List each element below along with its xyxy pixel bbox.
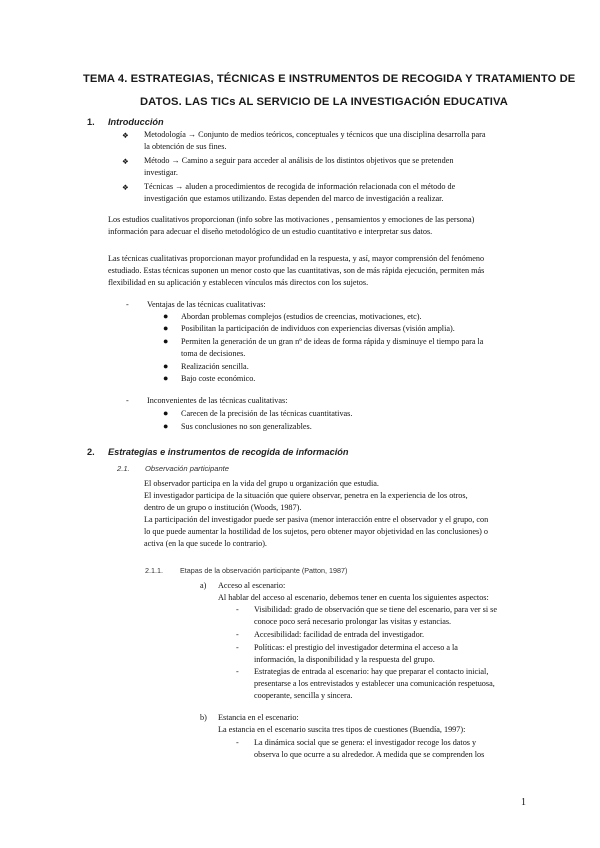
item-b-mark: b) <box>200 713 207 722</box>
dot-bullet-icon: ● <box>163 323 169 333</box>
a-item-estrategias-l3: cooperante, sencilla y sincera. <box>254 691 353 700</box>
dash-bullet: - <box>236 605 239 614</box>
bullet-metodologia-l1: Metodología → Conjunto de medios teóricos, conceptuales y técnicos que una disciplina desarrolla para <box>144 130 486 139</box>
obs-para-line5: lo que puede aumentar la hostilidad de los sujetos, pero obtener mayor objetividad en las conclusiones) o <box>144 527 489 536</box>
subsection-2-1-heading: Observación participante <box>145 464 229 473</box>
item-b-title: Estancia en el escenario: <box>218 713 299 722</box>
dash-bullet: - <box>236 738 239 747</box>
doc-title-line2: DATOS. LAS TICs AL SERVICIO DE LA INVESTIGACIÓN EDUCATIVA <box>140 96 508 108</box>
ventaja-2: Posibilitan la participación de individuos con experiencias diversas (visión amplia). <box>181 324 455 333</box>
section1-number: 1. <box>87 117 95 127</box>
dot-bullet-icon: ● <box>163 336 169 346</box>
dash-bullet: - <box>236 643 239 652</box>
a-item-politicas-l1: Políticas: el prestigio del investigador determina el acceso a la <box>254 643 458 652</box>
section1-heading: Introducción <box>108 117 164 127</box>
obs-para-line4: La participación del investigador puede ser pasiva (menor interacción entre el observador y el grupo, con <box>144 515 489 524</box>
bullet-tecnicas-l2: investigación que estamos utilizando. Estas dependen del marco de investigación a realizar. <box>144 194 444 203</box>
a-item-accesibilidad: Accesibilidad: facilidad de entrada del investigador. <box>254 630 425 639</box>
inconv-1: Carecen de la precisión de las técnicas cuantitativas. <box>181 409 353 418</box>
obs-para-line1: El observador participa en la vida del grupo u organización que estudia. <box>144 479 379 488</box>
dash-bullet: - <box>236 667 239 676</box>
dot-bullet-icon: ● <box>163 361 169 371</box>
a-item-politicas-l2: información, la disponibilidad y la respuesta del grupo. <box>254 655 435 664</box>
dot-bullet-icon: ● <box>163 408 169 418</box>
section2-heading: Estrategias e instrumentos de recogida de información <box>108 447 349 457</box>
a-item-visibilidad-l2: conoce poco será necesario prolongar las visitas y estancias. <box>254 617 452 626</box>
inconv-title: Inconvenientes de las técnicas cualitativas: <box>147 396 288 405</box>
obs-para-line2: El investigador participa de la situación que quiere observar, penetra en la experiencia de los otros, <box>144 491 468 500</box>
a-item-estrategias-l2: presentarse a los entrevistados y establecer una comunicación respetuosa, <box>254 679 495 688</box>
dot-bullet-icon: ● <box>163 311 169 321</box>
a-item-visibilidad-l1: Visibilidad: grado de observación que se tiene del escenario, para ver si se <box>254 605 497 614</box>
bullet-metodo-l2: investigar. <box>144 168 178 177</box>
inconv-2: Sus conclusiones no son generalizables. <box>181 422 312 431</box>
b-item-dinamica-l2: observa lo que ocurre a su alrededor. A medida que se comprenden los <box>254 750 485 759</box>
obs-para-line3: dentro de un grupo o institución (Woods, 1987). <box>144 503 302 512</box>
ventaja-1: Abordan problemas complejos (estudios de creencias, motivaciones, etc). <box>181 312 422 321</box>
item-b-intro: La estancia en el escenario suscita tres tipos de cuestiones (Buendía, 1997): <box>218 725 466 734</box>
b-item-dinamica-l1: La dinámica social que se genera: el investigador recoge los datos y <box>254 738 477 747</box>
ventaja-5: Bajo coste económico. <box>181 374 256 383</box>
ventaja-3-l1: Permiten la generación de un gran nº de ideas de forma rápida y disminuye el tiempo para la <box>181 337 484 346</box>
para1-line1: Los estudios cualitativos proporcionan (info sobre las motivaciones , pensamientos y emociones de las persona) <box>108 215 475 224</box>
bullet-metodo-l1: Método → Camino a seguir para acceder al análisis de los distintos objetivos que se pretenden <box>144 156 454 165</box>
obs-para-line6: activa (en la que sucede lo contrario). <box>144 539 267 548</box>
item-a-title: Acceso al escenario: <box>218 581 286 590</box>
diamond-bullet-icon: ❖ <box>122 157 129 166</box>
bullet-tecnicas-l1: Técnicas → aluden a procedimientos de recogida de información relacionada con el método de <box>144 182 456 191</box>
para2-line3: flexibilidad en su aplicación y establecen vínculos más directos con los sujetos. <box>108 278 369 287</box>
ventaja-3-l2: toma de decisiones. <box>181 349 246 358</box>
diamond-bullet-icon: ❖ <box>122 131 129 140</box>
para1-line2: información para adecuar el diseño metodológico de un estudio cuantitativo e interpretar sus datos. <box>108 227 433 236</box>
subsubsection-heading: Etapas de la observación participante (Patton, 1987) <box>180 566 348 575</box>
subsection-2-1-number: 2.1. <box>117 464 130 473</box>
para2-line1: Las técnicas cualitativas proporcionan mayor profundidad en la respuesta, y así, mayor comprensión del fenómeno <box>108 254 485 263</box>
item-a-intro: Al hablar del acceso al escenario, debemos tener en cuenta los siguientes aspectos: <box>218 593 489 602</box>
item-a-mark: a) <box>200 581 207 590</box>
bullet-metodologia-l2: la obtención de sus fines. <box>144 142 227 151</box>
doc-title-line1: TEMA 4. ESTRATEGIAS, TÉCNICAS E INSTRUMENTOS DE RECOGIDA Y TRATAMIENTO DE <box>83 73 576 85</box>
dash-bullet: - <box>126 396 129 405</box>
dot-bullet-icon: ● <box>163 373 169 383</box>
section2-number: 2. <box>87 447 95 457</box>
dash-bullet: - <box>236 630 239 639</box>
diamond-bullet-icon: ❖ <box>122 183 129 192</box>
subsubsection-number: 2.1.1. <box>145 566 163 575</box>
page-number: 1 <box>521 797 526 808</box>
dash-bullet: - <box>126 300 129 309</box>
para2-line2: estudiado. Estas técnicas suponen un menor costo que las cuantitativas, son de más rápida ejecución, permiten más <box>108 266 485 275</box>
ventajas-title: Ventajas de las técnicas cualitativas: <box>147 300 266 309</box>
ventaja-4: Realización sencilla. <box>181 362 249 371</box>
dot-bullet-icon: ● <box>163 421 169 431</box>
a-item-estrategias-l1: Estrategias de entrada al escenario: hay que preparar el contacto inicial, <box>254 667 489 676</box>
